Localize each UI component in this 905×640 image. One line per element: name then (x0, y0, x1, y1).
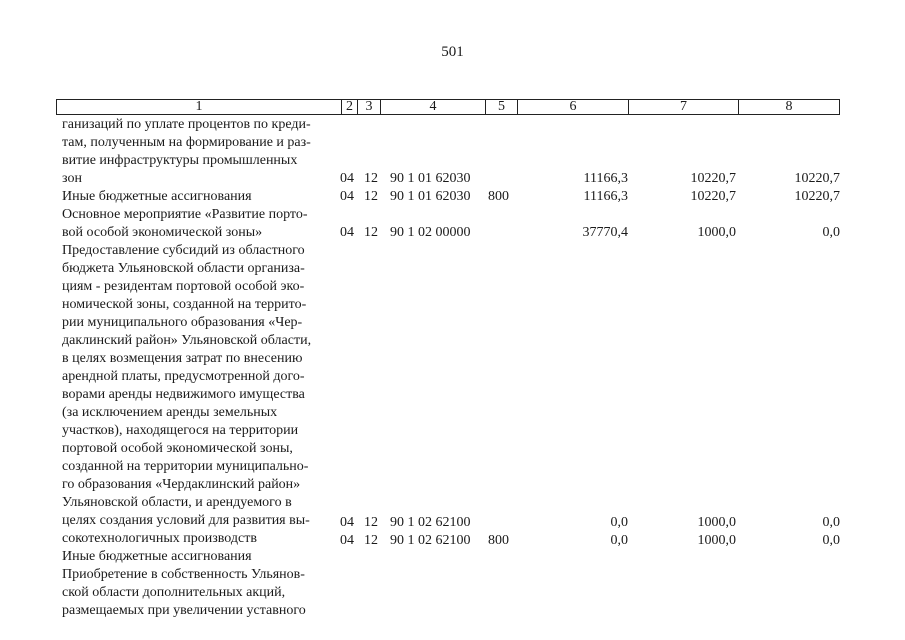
cell-expense-type: 800 (488, 533, 509, 548)
desc-line: портовой особой экономической зоны, (62, 441, 293, 456)
cell-amount-col8: 10220,7 (794, 171, 840, 186)
cell-amount-col6: 37770,4 (582, 225, 628, 240)
desc-line: ской области дополнительных акций, (62, 585, 286, 600)
desc-line: бюджета Ульяновской области организа- (62, 261, 305, 276)
cell-amount-col8: 0,0 (822, 225, 840, 240)
desc-line: сокотехнологичных производств (62, 531, 257, 546)
desc-line: в целях возмещения затрат по внесению (62, 351, 303, 366)
desc-line: вой особой экономической зоны» (62, 225, 263, 240)
header-col-1: 1 (195, 99, 203, 114)
cell-amount-col8: 0,0 (822, 533, 840, 548)
table-row (340, 514, 840, 532)
table-row (340, 532, 840, 550)
cell-amount-col6: 11166,3 (583, 171, 628, 186)
cell-amount-col7: 1000,0 (697, 225, 736, 240)
cell-subsection: 12 (364, 189, 378, 204)
cell-amount-col7: 10220,7 (690, 189, 736, 204)
header-col-6: 6 (569, 99, 577, 114)
desc-line: зон (62, 171, 82, 186)
cell-target-article: 90 1 01 62030 (390, 189, 471, 204)
desc-line: витие инфраструктуры промышленных (62, 153, 298, 168)
cell-amount-col8: 10220,7 (794, 189, 840, 204)
cell-target-article: 90 1 02 62100 (390, 515, 471, 530)
cell-section: 04 (340, 171, 354, 186)
table-row (340, 224, 840, 242)
desc-line: размещаемых при увеличении уставного (62, 603, 306, 618)
cell-target-article: 90 1 02 00000 (390, 225, 471, 240)
cell-amount-col6: 0,0 (610, 515, 628, 530)
table-header (56, 99, 840, 115)
desc-line: ганизаций по уплате процентов по креди- (62, 117, 311, 132)
cell-subsection: 12 (364, 533, 378, 548)
desc-line: го образования «Чердаклинский район» (62, 477, 301, 492)
cell-subsection: 12 (364, 171, 378, 186)
header-col-3: 3 (365, 99, 373, 114)
cell-amount-col7: 1000,0 (697, 515, 736, 530)
desc-line: циям - резидентам портовой особой эко- (62, 279, 305, 294)
cell-amount-col6: 11166,3 (583, 189, 628, 204)
cell-expense-type: 800 (488, 189, 509, 204)
cell-section: 04 (340, 533, 354, 548)
desc-line: целях создания условий для развития вы- (62, 513, 310, 528)
table-row (340, 188, 840, 206)
cell-subsection: 12 (364, 515, 378, 530)
desc-line: Основное мероприятие «Развитие порто- (62, 207, 308, 222)
header-col-5: 5 (498, 99, 505, 114)
desc-line: ворами аренды недвижимого имущества (62, 387, 305, 402)
cell-target-article: 90 1 02 62100 (390, 533, 471, 548)
desc-line: номической зоны, созданной на террито- (62, 297, 307, 312)
desc-line: Приобретение в собственность Ульянов- (62, 567, 305, 582)
desc-line: Ульяновской области, и арендуемого в (62, 495, 292, 510)
cell-amount-col6: 0,0 (610, 533, 628, 548)
header-col-7: 7 (680, 99, 687, 114)
desc-line: Предоставление субсидий из областного (62, 243, 305, 258)
desc-line: рии муниципального образования «Чер- (62, 315, 303, 330)
desc-line: Иные бюджетные ассигнования (62, 189, 252, 204)
desc-line: там, полученным на формирование и раз- (62, 135, 311, 150)
cell-amount-col8: 0,0 (822, 515, 840, 530)
desc-line: даклинский район» Ульяновской области, (62, 333, 312, 348)
desc-line: арендной платы, предусмотренной дого- (62, 369, 305, 384)
desc-line: (за исключением аренды земельных (62, 405, 278, 420)
cell-amount-col7: 10220,7 (690, 171, 736, 186)
header-col-8: 8 (785, 99, 793, 114)
cell-subsection: 12 (364, 225, 378, 240)
table-row (340, 170, 840, 188)
cell-section: 04 (340, 189, 354, 204)
cell-section: 04 (340, 515, 354, 530)
header-col-4: 4 (429, 99, 437, 114)
page-number: 501 (441, 44, 464, 60)
cell-section: 04 (340, 225, 354, 240)
desc-line: участков), находящегося на территории (62, 423, 299, 438)
desc-line: Иные бюджетные ассигнования (62, 549, 252, 564)
cell-target-article: 90 1 01 62030 (390, 171, 471, 186)
cell-amount-col7: 1000,0 (697, 533, 736, 548)
desc-line: созданной на территории муниципально- (62, 459, 309, 474)
header-col-2: 2 (346, 99, 353, 114)
